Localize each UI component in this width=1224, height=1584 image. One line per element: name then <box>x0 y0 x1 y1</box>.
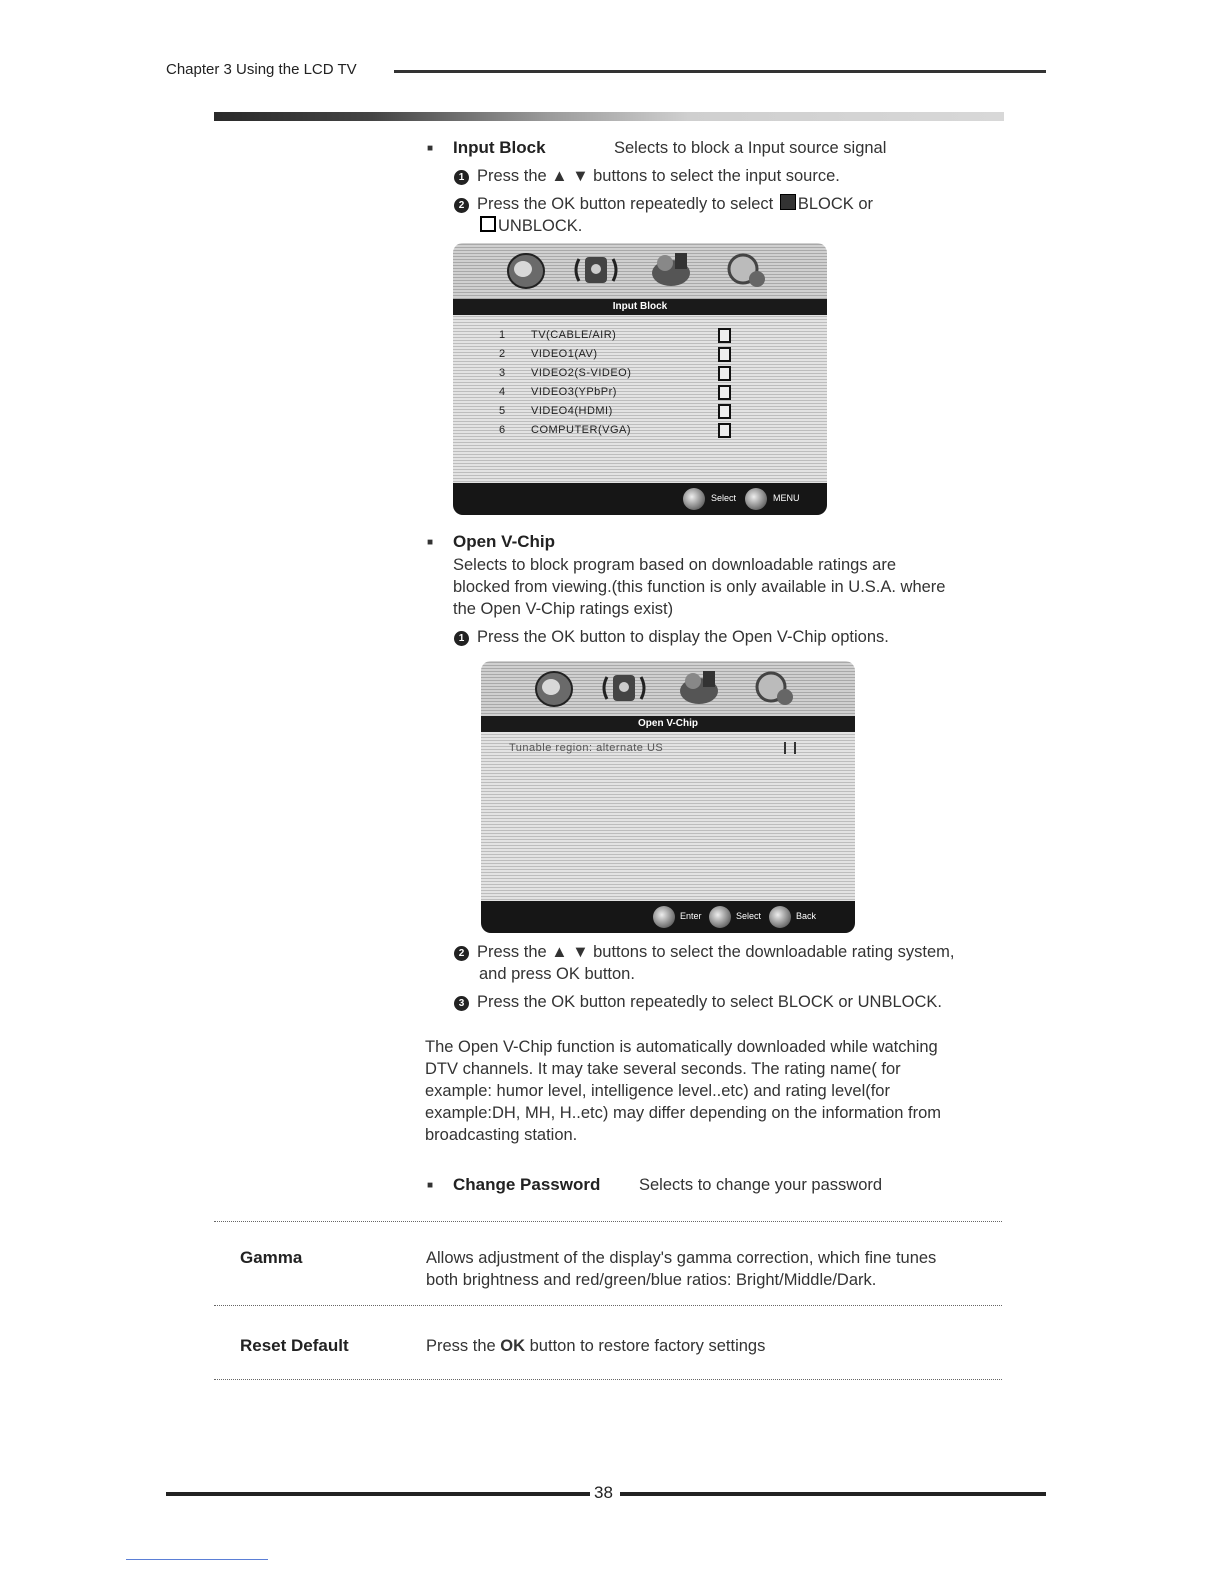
time-menu-icon <box>677 667 723 709</box>
unblock-square-icon <box>480 216 496 232</box>
open-vchip-desc-line2: blocked from viewing.(this function is only available in U.S.A. where <box>453 578 946 596</box>
header-rule <box>394 70 1046 73</box>
open-vchip-step1 <box>454 626 889 648</box>
unblock-checkbox-icon <box>718 404 731 419</box>
open-vchip-osd-screenshot <box>481 661 855 933</box>
osd-row-label: VIDEO1(AV) <box>531 348 598 360</box>
footer-rule-left <box>166 1492 590 1496</box>
reset-desc-part2: button to restore factory settings <box>525 1337 766 1355</box>
open-vchip-step3 <box>454 991 942 1013</box>
osd-footer-select: Select <box>736 911 762 921</box>
open-vchip-note-line4: example:DH, MH, H..etc) may differ depending on the information from <box>425 1104 942 1122</box>
footer-rule-right <box>620 1492 1046 1496</box>
reset-default-label: Reset Default <box>240 1336 349 1355</box>
reset-desc-part1: Press the <box>426 1337 501 1355</box>
osd-row-number: 6 <box>499 424 506 436</box>
input-block-title: Input Block <box>453 138 546 157</box>
input-block-osd-screenshot <box>453 243 827 515</box>
block-square-icon <box>780 194 796 210</box>
osd-footer-menu: MENU <box>773 493 800 503</box>
arrow-keys-icon <box>709 906 731 928</box>
menu-key-icon <box>745 488 767 510</box>
input-block-desc: Selects to block a Input source signal <box>614 139 887 157</box>
page-number: 38 <box>594 1483 613 1502</box>
arrow-keys-icon <box>683 488 705 510</box>
input-block-step2 <box>454 193 873 215</box>
setup-menu-icon <box>751 667 797 709</box>
osd-row-label: COMPUTER(VGA) <box>531 424 631 436</box>
osd-row-number: 1 <box>499 329 506 341</box>
osd-footer-enter: Enter <box>680 911 702 921</box>
open-vchip-step2-text: Press the ▲ ▼ buttons to select the downloadable rating system, <box>477 943 955 961</box>
osd-row-number: 2 <box>499 348 506 360</box>
open-vchip-desc-line1: Selects to block program based on downloadable ratings are <box>453 556 897 574</box>
open-vchip-note-line1: The Open V-Chip function is automatically downloaded while watching <box>425 1038 938 1056</box>
osd-footer-select: Select <box>711 493 737 503</box>
osd-footer-back: Back <box>796 911 817 921</box>
input-block-step2-cont <box>480 215 582 237</box>
picture-menu-icon <box>531 667 577 709</box>
osd-row-number: 4 <box>499 386 506 398</box>
change-password-desc: Selects to change your password <box>639 1176 883 1194</box>
input-block-step2-block: BLOCK or <box>797 195 874 213</box>
reset-default-desc <box>426 1335 765 1357</box>
osd-row-label: TV(CABLE/AIR) <box>531 329 617 341</box>
step-number-icon: 1 <box>454 631 469 646</box>
unblock-checkbox-icon <box>718 423 731 438</box>
chapter-header: Chapter 3 Using the LCD TV <box>166 61 357 78</box>
input-block-step1-text: Press the ▲ ▼ buttons to select the input source. <box>477 167 840 185</box>
menu-key-icon <box>769 906 791 928</box>
sound-menu-icon <box>573 249 619 291</box>
input-block-step2-text: Press the OK button repeatedly to select <box>477 195 778 213</box>
dotted-divider <box>214 1379 1002 1380</box>
open-vchip-step2-cont: and press OK button. <box>479 965 635 983</box>
open-vchip-note-line2: DTV channels. It may take several seconds. The rating name( for <box>425 1060 901 1078</box>
setup-menu-icon <box>723 249 769 291</box>
osd-footer <box>453 483 827 515</box>
bullet-icon: ■ <box>427 143 434 154</box>
step-number-icon: 1 <box>454 170 469 185</box>
gamma-desc-line2: both brightness and red/green/blue ratios: Bright/Middle/Dark. <box>426 1271 877 1289</box>
step-number-icon: 3 <box>454 996 469 1011</box>
picture-menu-icon <box>503 249 549 291</box>
section-divider-bar <box>214 112 1004 121</box>
osd-row-label: VIDEO4(HDMI) <box>531 405 613 417</box>
open-vchip-step3-text: Press the OK button repeatedly to select BLOCK or UNBLOCK. <box>477 993 942 1011</box>
osd-row-label: VIDEO2(S-VIDEO) <box>531 367 632 379</box>
unblock-checkbox-icon <box>718 347 731 362</box>
dotted-divider <box>214 1305 1002 1306</box>
osd-row-number: 3 <box>499 367 506 379</box>
ok-key-icon <box>653 906 675 928</box>
bullet-icon: ■ <box>427 537 434 548</box>
osd-row-label: VIDEO3(YPbPr) <box>531 386 617 398</box>
input-block-step1 <box>454 165 840 187</box>
unblock-checkbox-icon <box>718 328 731 343</box>
open-vchip-step2 <box>454 941 955 963</box>
sound-menu-icon <box>601 667 647 709</box>
bullet-icon: ■ <box>427 1180 434 1191</box>
open-vchip-note-line5: broadcasting station. <box>425 1126 578 1144</box>
input-block-step2-unblock: UNBLOCK. <box>498 217 583 235</box>
step-number-icon: 2 <box>454 946 469 961</box>
reset-desc-ok: OK <box>500 1337 526 1355</box>
footnote-rule <box>126 1559 268 1560</box>
gamma-label: Gamma <box>240 1248 303 1267</box>
open-vchip-title: Open V-Chip <box>453 532 555 551</box>
open-vchip-note-line3: example: humor level, intelligence level..etc) and rating level(for <box>425 1082 890 1100</box>
unblock-checkbox-icon <box>718 385 731 400</box>
change-password-title: Change Password <box>453 1175 601 1194</box>
open-vchip-step1-text: Press the OK button to display the Open V-Chip options. <box>477 628 889 646</box>
pause-arrow-icon <box>784 742 796 754</box>
gamma-desc-line1: Allows adjustment of the display's gamma correction, which fine tunes <box>426 1249 937 1267</box>
osd-title-bar: Input Block <box>453 299 827 315</box>
osd-row-number: 5 <box>499 405 506 417</box>
osd-footer <box>481 901 855 933</box>
osd-title-bar: Open V-Chip <box>481 716 855 732</box>
dotted-divider <box>214 1221 1002 1222</box>
time-menu-icon <box>649 249 695 291</box>
unblock-checkbox-icon <box>718 366 731 381</box>
osd-row-label: Tunable region: alternate US <box>509 742 664 754</box>
step-number-icon: 2 <box>454 198 469 213</box>
open-vchip-desc-line3: the Open V-Chip ratings exist) <box>453 600 674 618</box>
